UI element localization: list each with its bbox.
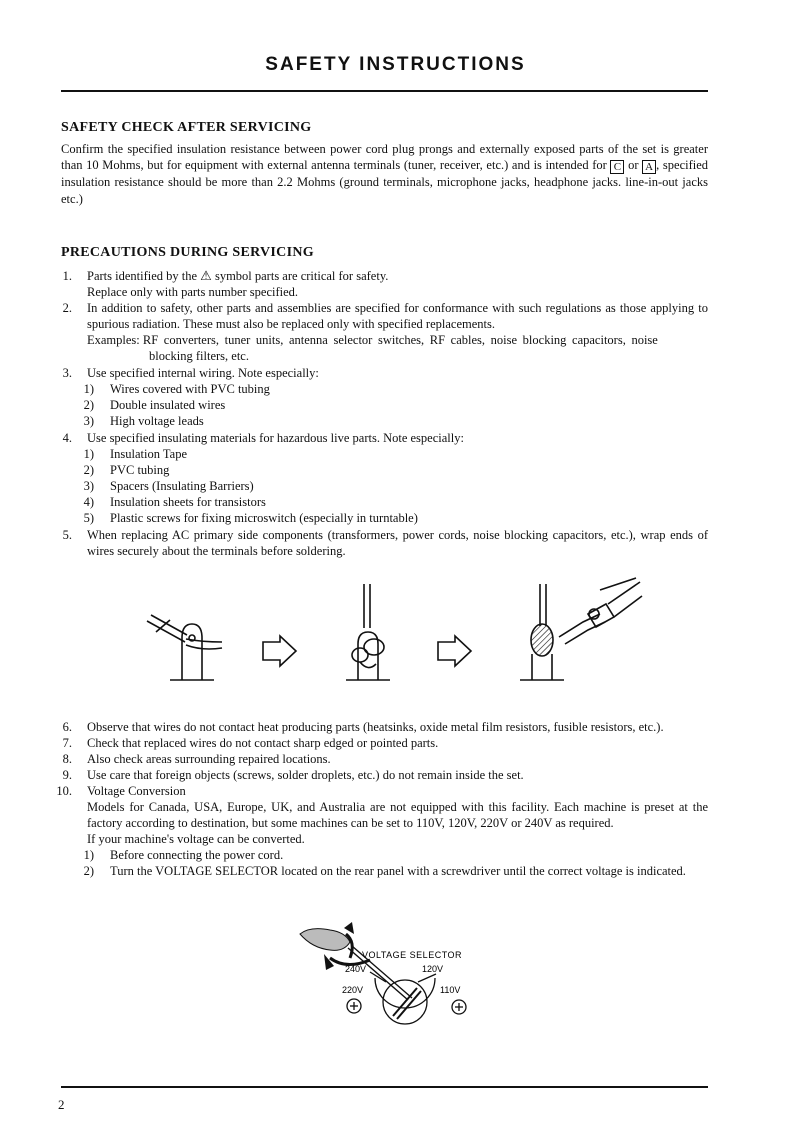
or-text: or: [628, 158, 639, 173]
wire-wrapping-illustration: [130, 572, 670, 690]
voltage-selector-label: VOLTAGE SELECTOR: [362, 950, 463, 960]
item-number: 2.: [62, 301, 72, 315]
safety-check-paragraph: [61, 141, 708, 207]
examples-label: Examples:: [87, 333, 140, 347]
screw-icon: [452, 1000, 466, 1014]
item-number: 9.: [62, 768, 72, 782]
item2-text: In addition to safety, other parts and assemblies are specified for conformance with such regulations as those applying to spurious radiation. These must also be replaced only with specified replacements.: [87, 301, 708, 331]
precautions-heading: PRECAUTIONS DURING SERVICING: [61, 245, 314, 260]
arrow-right-icon: [438, 636, 471, 666]
item1-line2: Replace only with parts number specified.: [87, 285, 299, 299]
item8-text: Also check areas surrounding repaired locations.: [87, 752, 331, 766]
voltage-110v: 110V: [440, 985, 461, 995]
item5-text: When replacing AC primary side components (transformers, power cords, noise blocking capacitors, etc.), wrap ends of wires securely about the terminals before soldering.: [87, 528, 708, 558]
item-number: 6.: [62, 720, 72, 734]
voltage-120v: 120V: [422, 964, 444, 974]
footer-divider: [61, 1086, 708, 1088]
examples-line: [87, 332, 708, 348]
item1-text: Parts identified by the: [87, 269, 198, 283]
item9-text: Use care that foreign objects (screws, solder droplets, etc.) do not remain inside the set.: [87, 768, 524, 782]
safety-check-text-cont: , specified insulation resistance should be more than 2.2 Mohms (ground terminals, microphone jacks, headphone jacks. line-in-out jacks etc.): [61, 158, 709, 206]
warning-icon: ⚠: [200, 269, 212, 284]
examples-cont: blocking filters, etc.: [149, 349, 249, 363]
voltage-selector-illustration: [290, 920, 490, 1040]
terminal-with-wire-icon: [147, 615, 222, 680]
terminal-wrapped-wire-icon: [346, 584, 390, 680]
voltage-240v: 240V: [345, 964, 367, 974]
voltage-conversion-paragraph: Models for Canada, USA, Europe, UK, and Australia are not equipped with this facility. Each machine is preset at the factory according to destination, but some machines can be set to 110V, 120V, 220V or 240V as required.: [87, 800, 708, 830]
page-title: SAFETY INSTRUCTIONS: [265, 54, 526, 75]
item-number: 10.: [56, 784, 72, 798]
item6-text: Observe that wires do not contact heat producing parts (heatsinks, oxide metal film resistors, fusible resistors, etc.).: [87, 720, 664, 734]
screw-icon: [347, 999, 361, 1013]
item3-text: Use specified internal wiring. Note especially:: [87, 366, 319, 380]
item-number: 8.: [62, 752, 72, 766]
class-c-box: C: [610, 160, 624, 174]
page-number: 2: [58, 1097, 65, 1112]
item-number: 7.: [62, 736, 72, 750]
soldering-iron-icon: [559, 578, 642, 644]
item10-text: Voltage Conversion: [87, 784, 186, 798]
item-number: 1.: [62, 269, 72, 283]
voltage-conversion-note: If your machine's voltage can be converted.: [87, 832, 305, 846]
class-a-box: A: [642, 160, 656, 174]
examples-text: RF converters, tuner units, antenna selector switches, RF cables, noise blocking capacitors, noise: [142, 333, 658, 347]
safety-check-heading: SAFETY CHECK AFTER SERVICING: [61, 120, 312, 135]
voltage-220v: 220V: [342, 985, 364, 995]
item-number: 3.: [62, 366, 72, 380]
arrow-right-icon: [263, 636, 296, 666]
item1-text-after: symbol parts are critical for safety.: [214, 269, 389, 283]
item-number: 5.: [62, 528, 72, 542]
item-number: 4.: [62, 431, 72, 445]
soldered-terminal-icon: [520, 584, 564, 680]
item4-text: Use specified insulating materials for hazardous live parts. Note especially:: [87, 431, 464, 445]
safety-check-text: Confirm the specified insulation resistance between power cord plug prongs and externally exposed parts of the set is greater than 10 Mohms, but for equipment with external antenna terminals (tuner, receiver, etc.) and is intended for: [61, 142, 708, 173]
title-divider: [61, 90, 708, 92]
item7-text: Check that replaced wires do not contact sharp edged or pointed parts.: [87, 736, 439, 750]
